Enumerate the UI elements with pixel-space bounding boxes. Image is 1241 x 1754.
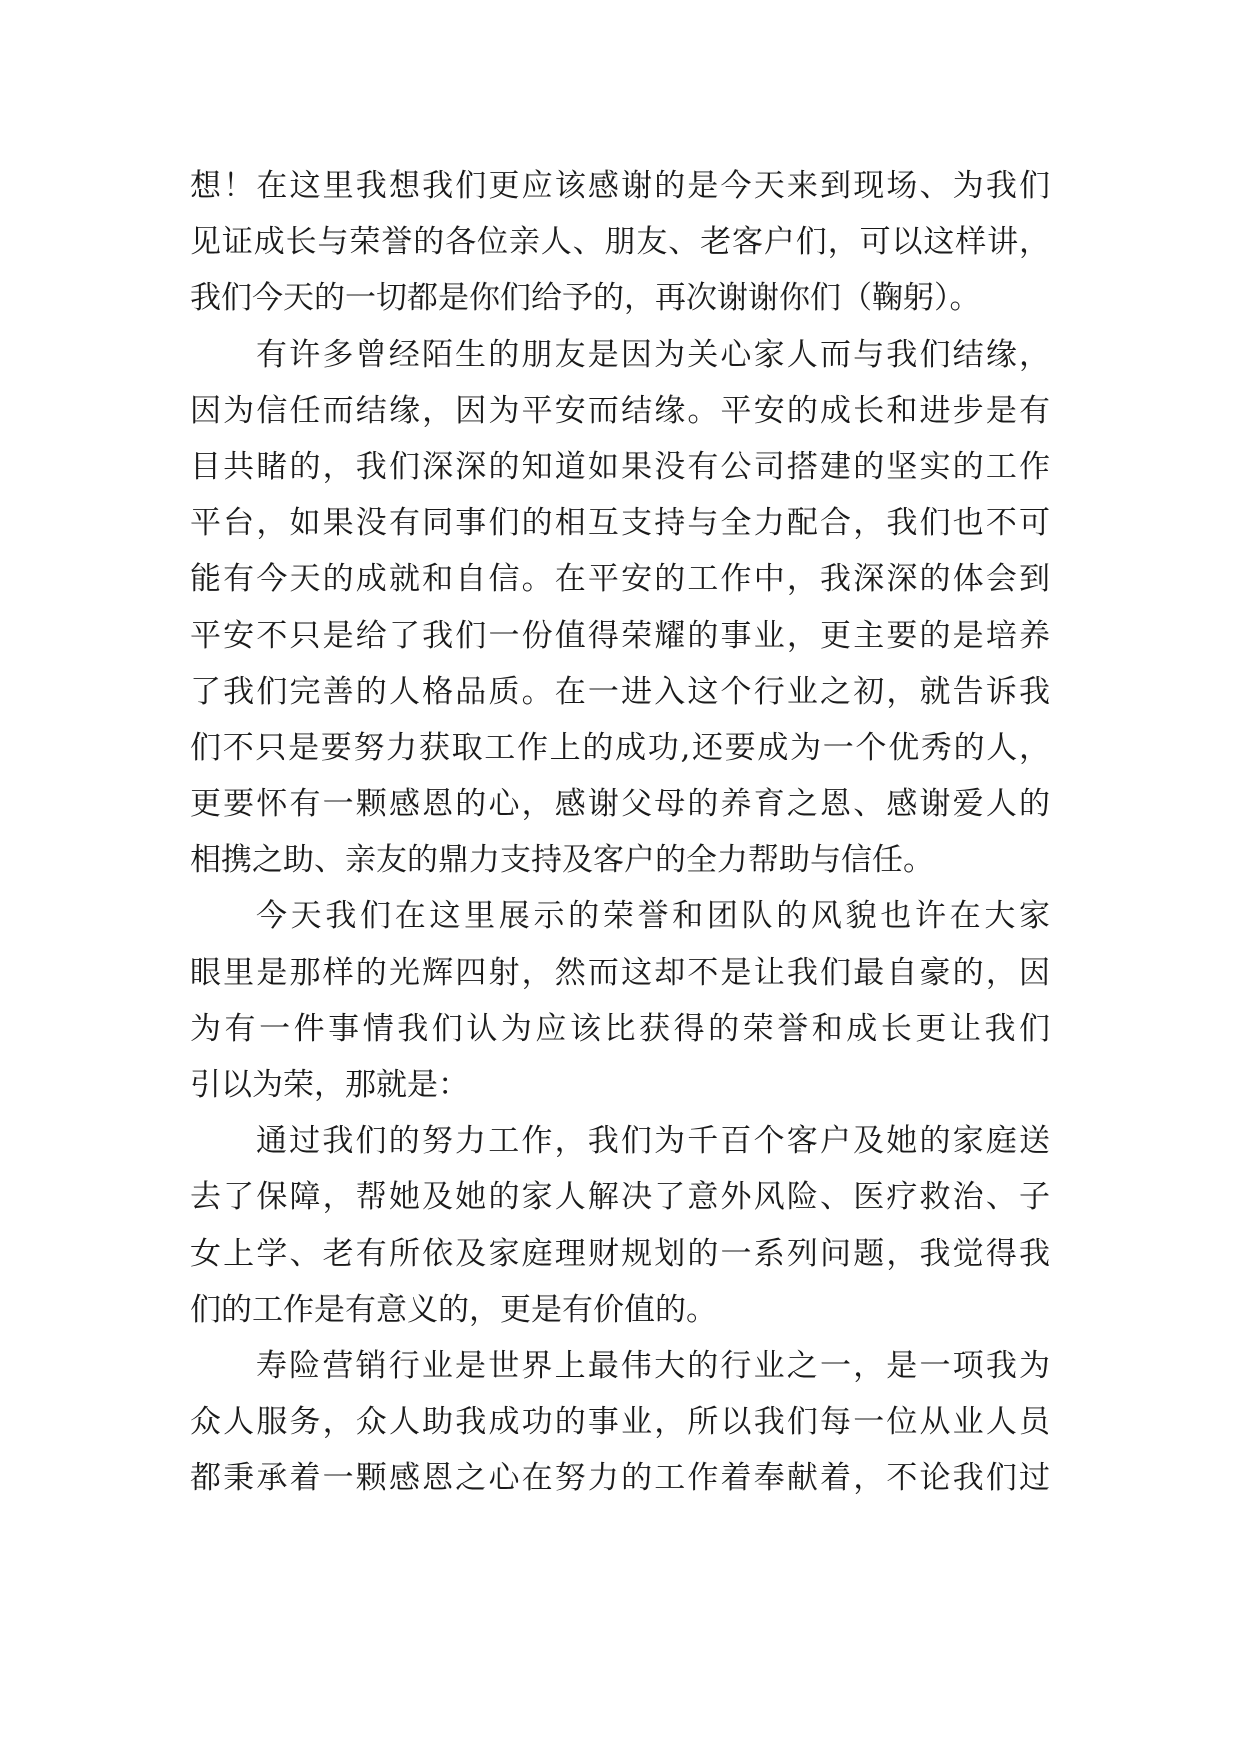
text-line: 们的工作是有意义的，更是有价值的。 [190,1291,717,1328]
text-line: 想！在这里我想我们更应该感谢的是今天来到现场、为我们 [190,168,1050,204]
text-line: 今天我们在这里展示的荣誉和团队的风貌也许在大家 [256,898,1050,935]
text-line: 了我们完善的人格品质。在一进入这个行业之初，就告诉我 [190,673,1050,710]
text-line: 眼里是那样的光辉四射，然而这却不是让我们最自豪的，因 [190,954,1050,991]
text-line: 能有今天的成就和自信。在平安的工作中，我深深的体会到 [190,561,1050,598]
text-line: 去了保障，帮她及她的家人解决了意外风险、医疗救治、子 [190,1179,1050,1216]
document-body-text [190,158,1050,1507]
text-line: 女上学、老有所依及家庭理财规划的一系列问题，我觉得我 [190,1235,1050,1272]
text-line: 们不只是要努力获取工作上的成功,还要成为一个优秀的人， [190,729,1050,766]
text-line: 引以为荣，那就是： [190,1067,469,1103]
text-line: 平台，如果没有同事们的相互支持与全力配合，我们也不可 [190,505,1050,542]
text-line: 我们今天的一切都是你们给予的，再次谢谢你们（鞠躬）。 [190,280,981,317]
text-line: 平安不只是给了我们一份值得荣耀的事业，更主要的是培养 [190,617,1050,654]
text-line: 更要怀有一颗感恩的心，感谢父母的养育之恩、感谢爱人的 [190,786,1050,823]
text-line: 有许多曾经陌生的朋友是因为关心家人而与我们结缘， [256,336,1050,373]
text-line: 通过我们的努力工作，我们为千百个客户及她的家庭送 [256,1123,1050,1160]
text-line: 目共睹的，我们深深的知道如果没有公司搭建的坚实的工作 [190,448,1050,485]
text-line: 都秉承着一颗感恩之心在努力的工作着奉献着，不论我们过 [190,1460,1050,1497]
text-line: 见证成长与荣誉的各位亲人、朋友、老客户们，可以这样讲， [190,224,1050,261]
text-line: 因为信任而结缘，因为平安而结缘。平安的成长和进步是有 [190,392,1050,429]
text-line: 众人服务，众人助我成功的事业，所以我们每一位从业人员 [190,1404,1050,1441]
text-line: 为有一件事情我们认为应该比获得的荣誉和成长更让我们 [190,1010,1050,1047]
text-line: 相携之助、亲友的鼎力支持及客户的全力帮助与信任。 [190,842,934,879]
text-line: 寿险营销行业是世界上最伟大的行业之一，是一项我为 [256,1347,1050,1384]
